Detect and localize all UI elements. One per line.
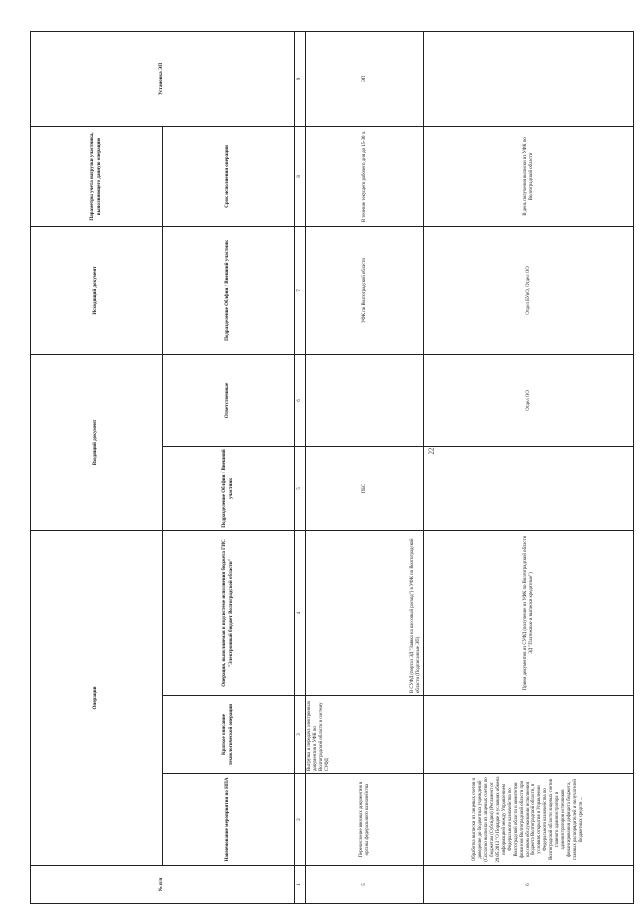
header-group-output-doc: Исходящий документ: [31, 226, 163, 354]
header-group-input-doc: Входящий документ: [31, 354, 163, 530]
header-npa: Наименование мероприятия по НПА: [163, 774, 295, 866]
table-row: [424, 31, 634, 903]
row-responsible: Отдел ОО: [424, 354, 634, 446]
page-number: 22: [427, 447, 436, 455]
row-operation: В СУФД (портал ЭД "Заявка на кассовый расход") в УФК по Волгоградской области (Подписанные ЭП): [306, 530, 424, 695]
header-operation: Операция, выполняемая в подсистеме исполнения бюджета ГИС "Электронный бюджет Волгоградской области": [163, 530, 295, 695]
row-output-dept: УФК по Волгоградской области: [306, 226, 424, 354]
row-description: [424, 696, 634, 774]
row-responsible: [306, 354, 424, 446]
row-description: Выгрузка и передача электронных документов в УФК по Волгоградской области в систему СУФД: [306, 696, 424, 774]
column-number: 5: [295, 446, 306, 530]
column-number: 4: [295, 530, 306, 695]
column-number: 8: [295, 126, 306, 226]
operations-table: [30, 31, 634, 904]
row-input-dept: [424, 446, 634, 530]
table-row: [306, 31, 424, 903]
column-number: 7: [295, 226, 306, 354]
header-input-dept: Подразделение Облфин / Внешний участник: [163, 446, 295, 530]
column-number: 1: [295, 866, 306, 904]
header-column-row: [163, 31, 295, 903]
header-no: № п/п: [31, 866, 295, 904]
header-ep: Установка ЭП: [31, 31, 295, 126]
row-deadline: В день получения выписки из УФК по Волгоградской области: [424, 126, 634, 226]
column-number-row: [295, 31, 306, 903]
row-ep: [424, 31, 634, 126]
row-deadline: В течение текущего рабочего дня до 15-30 ч.: [306, 126, 424, 226]
row-operation: Прием документов из СУФД (получение из УФК по Волгоградской области ЭД "Платежные и выписки кредитные"): [424, 530, 634, 695]
rotated-table-wrapper: [30, 32, 634, 904]
header-output-dept: Подразделение Облфин / Внешний участник: [163, 226, 295, 354]
header-deadline: Срок исполнения операции: [163, 126, 295, 226]
column-number: 3: [295, 696, 306, 774]
column-number: 9: [295, 31, 306, 126]
header-description: Краткое описание технологической операции: [163, 696, 295, 774]
row-no: 5: [306, 866, 424, 904]
row-npa: Перечисление ввозных документов в органы федерального казначейства: [306, 774, 424, 866]
header-group-row: [31, 31, 163, 903]
header-group-operations: Операции: [31, 530, 163, 865]
row-ep: ЭП: [306, 31, 424, 126]
header-group-params: Параметры учета нагрузки участника, выполняющего данную операцию: [31, 126, 163, 226]
row-input-dept: ПБС: [306, 446, 424, 530]
column-number: 2: [295, 774, 306, 866]
row-output-dept: Отдел БУиО, Отдел ОО: [424, 226, 634, 354]
header-responsible: Ответственные: [163, 354, 295, 446]
row-npa: Обработка выписки из лицевых счетов и доведение до бюджетных учреждений (Согласно выписки из лицевых счетов по бюджетам (Субсидии) (Регламент от 29.05.2013 "О Порядке в условиях обмена информацией между Управлением Федерального казначейства по Волгоградской области и комитетом финансов Волгоградской области при кассовом обслуживании исполнения бюджета Волгоградской области, в условиях открытия в Управлении Федерального казначейства по Волгоградской области лицевых счетов главного администратора и администраторов источников финансирования дефицита бюджета, главных распорядителей и получателей бюджетных средств ...: [424, 774, 634, 866]
row-no: 6: [424, 866, 634, 904]
column-number: 6: [295, 354, 306, 446]
